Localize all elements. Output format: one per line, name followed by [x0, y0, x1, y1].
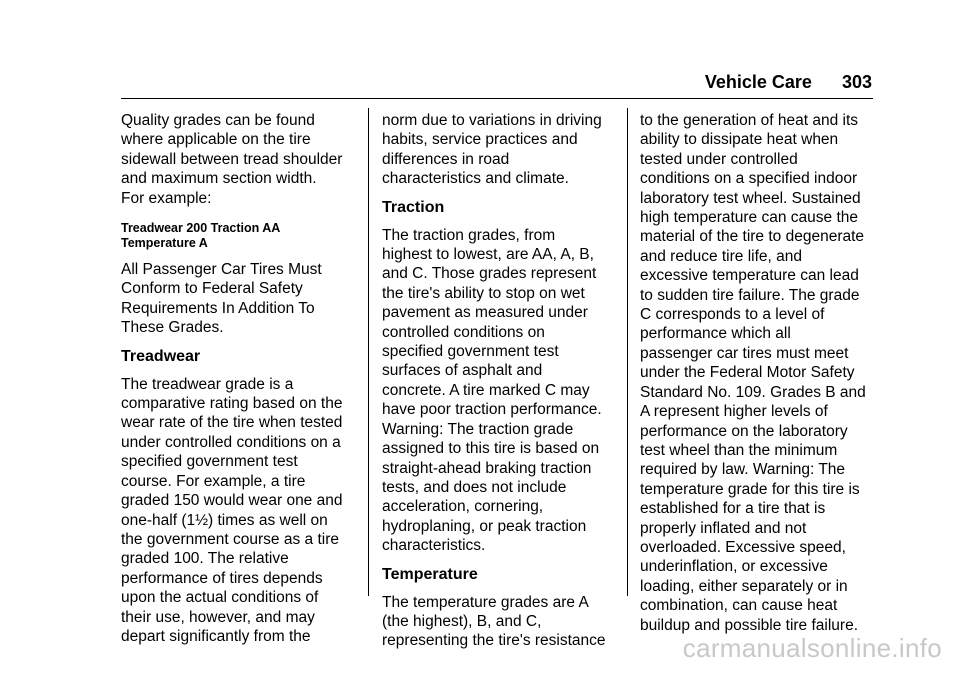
temperature-continued-paragraph: to the generation of heat and its ability to dissipate heat when tested under controlled conditions on a specified indoor laboratory test wheel. Sustained high temperature can cause the material of the tire to degenerate and reduce tire life, and excessive temperature can lead to sudden tire failure. The grade C corresponds to a level of performance which all passenger car tires must meet under the Federal Motor Safety Standard No. 109. Grades B and A represent higher levels of performance on the laboratory test wheel than the minimum required by law. Warning: The temperature grade for this tire is established for a tire that is properly inflated and not overloaded. Excessive speed, underinflation, or excessive loading, either separately or in combination, can cause heat buildup and possible tire failure.	[640, 112, 866, 634]
page-number: 303	[841, 72, 872, 92]
column-3	[640, 111, 880, 635]
treadwear-paragraph: The treadwear grade is a comparative rating based on the wear rate of the tire when tested under controlled conditions on a specified government test course. For example, a tire graded 150 would wear one and one-half (1½) times as well on the government course as a tire graded 100. The relative performance of tires depends upon the actual conditions of their use, however, and may depart significantly from the	[121, 375, 343, 645]
temperature-paragraph: The temperature grades are A (the highest), B, and C, representing the tire's resistance	[382, 593, 606, 650]
column-1	[121, 111, 353, 646]
header-rule	[121, 98, 873, 99]
quality-grades-paragraph: Quality grades can be found where applicable on the tire sidewall between tread shoulder and maximum section width. For example:	[121, 112, 343, 207]
page-header	[705, 72, 872, 93]
column-2	[382, 111, 614, 651]
treadwear-continued-paragraph: norm due to variations in driving habits, service practices and differences in road characteristics and climate.	[382, 112, 602, 188]
column-divider-1	[368, 108, 369, 596]
watermark: carmanualsonline.info	[682, 633, 942, 663]
temperature-heading: Temperature	[382, 565, 478, 583]
column-divider-2	[627, 108, 628, 596]
traction-heading: Traction	[382, 198, 445, 216]
treadwear-heading: Treadwear	[121, 347, 201, 365]
section-title: Vehicle Care	[704, 72, 812, 92]
federal-requirements-paragraph: All Passenger Car Tires Must Conform to Federal Safety Requirements In Addition To These Grades.	[121, 261, 322, 337]
traction-paragraph: The traction grades, from highest to lowest, are AA, A, B, and C. Those grades represent the tire's ability to stop on wet pavement as measured under controlled conditions on specified government test surfaces of asphalt and concrete. A tire marked C may have poor traction performance. Warning: The traction grade assigned to this tire is based on straight-ahead braking traction tests, and does not include acceleration, cornering, hydroplaning, or peak traction characteristics.	[382, 226, 602, 555]
example-grades: Treadwear 200 Traction AA Temperature A	[121, 221, 281, 251]
